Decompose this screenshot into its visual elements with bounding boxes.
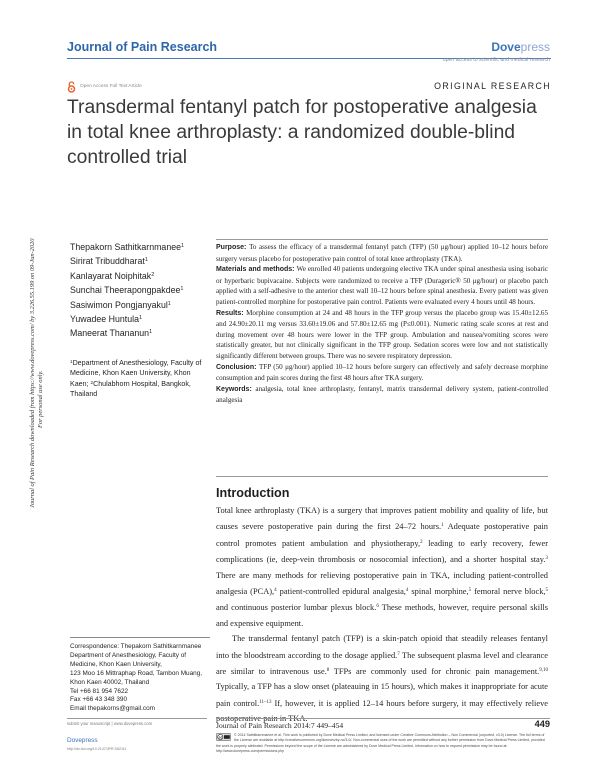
- body-text: These methods, however, require personal skills and expensive equipment.: [216, 603, 548, 628]
- download-watermark: [20, 150, 50, 510]
- author-affiliation-sup: 1: [144, 257, 148, 264]
- author-affiliation-sup: 1: [181, 243, 185, 249]
- body-text: patient-controlled epidural analgesia,: [276, 587, 406, 597]
- correspondence-line: Tel +66 81 954 7622: [70, 687, 129, 695]
- license-statement: © 2014 Sathitkarnmanee et al. This work is published by Dove Medical Press Limited, and licensed under Creative Commons Attribution – Non Commercial (unported, v3.0) License. The full terms of the License are available at http://creativecommons.org/licenses/by-nc/3.0/. Non-commercial uses of the work are permitted without any further permission from Dove Medical Press Limited, provided the work is properly attributed. Permissions beyond the scope of the License are administered by Dove Medical Press Limited. Information on how to request permission may be found at: http://www.dovepress.com/permissions.php: [216, 733, 545, 754]
- author-name-text: Sunchai Theerapongpakdee: [70, 285, 181, 296]
- creative-commons-icon: [216, 733, 231, 741]
- correspondence-block: [70, 643, 215, 714]
- abstract-bottom-rule: [216, 476, 548, 477]
- article-type: ORIGINAL RESEARCH: [434, 81, 551, 91]
- correspondence-rule: [70, 637, 210, 638]
- body-text: There are many methods for relieving postoperative pain in TKA, including patient-controlled analgesia (PCA),: [216, 570, 548, 597]
- citation-ref[interactable]: 9,10: [539, 668, 548, 674]
- body-text: femoral nerve block,: [471, 587, 546, 597]
- body-text: The subsequent plasma level and clearance are similar to intravenous use.: [216, 650, 548, 677]
- correspondence-line: 123 Moo 16 Mittraphap Road, Tambon Muang, Khon Kaen 40002, Thailand: [70, 669, 203, 686]
- intro-paragraph-1: [216, 503, 548, 631]
- footer-publisher: Dovepress: [67, 737, 98, 744]
- affiliation-sup-1: 1: [70, 359, 73, 364]
- author-name-text: Maneerat Thananun: [70, 328, 150, 339]
- body-text: TFPs are commonly used for chronic pain management.: [329, 667, 540, 677]
- author-name: [70, 254, 210, 268]
- open-access-icon: [67, 81, 76, 93]
- correspondence-line: Department of Anesthesiology, Faculty of Medicine, Khon Kaen University,: [70, 651, 187, 668]
- body-text: Adequate postoperative pain control promotes patient ambulation and physiotherapy,: [216, 522, 548, 548]
- abstract-label: Conclusion:: [216, 363, 259, 371]
- citation-ref[interactable]: 8: [326, 668, 330, 674]
- author-name: [70, 283, 210, 297]
- abstract: [216, 242, 548, 406]
- abstract-text: We enrolled 40 patients undergoing elective TKA under spinal anesthesia using isobaric or hyperbaric bupivacaine. Subjects were randomized to receive a TFP (Durageric® 50 μg/hour) or placebo patch applied with a self-adhesive to the anterior chest wall 10–12 hours before spinal anesthesia. Every patient was given patient-controlled morphine for postoperative pain control. Patients were evaluated every 4 hours until 48 hours.: [216, 265, 548, 306]
- abstract-label: Results:: [216, 309, 247, 317]
- author-affiliation-sup: 1: [167, 300, 171, 307]
- license-text: [216, 733, 550, 755]
- citation-ref[interactable]: 4: [274, 588, 277, 594]
- author-name-text: Sirirat Tribuddharat: [70, 256, 145, 267]
- abstract-text: Morphine consumption at 24 and 48 hours in the TFP group versus the placebo group was 15.40±12.65 and 24.90±20.11 mg versus 33.60±19.06 and 57.80±12.65 mg (P≤0.001). Numeric rating scale scores at rest and during movement over 48 hours were lower in the TFP group. Ambulation and nausea/vomiting scores were statistically greater, but not clinically significant in the TFP group. Sedation scores were low and not statistically significantly different between groups. There was no severe respiratory depression.: [216, 308, 548, 360]
- body-text: leading to early recovery, fewer complications (ie, deep-vein thrombosis or nosocomial infection), and a shorter hospital stay.: [216, 538, 548, 565]
- author-name-text: Kanlayarat Noiphitak: [70, 270, 152, 281]
- page-number: 449: [534, 719, 550, 729]
- author-name: [70, 298, 210, 312]
- body-text: spinal morphine,: [408, 587, 469, 597]
- citation-ref[interactable]: 6: [376, 604, 379, 610]
- footer-citation: Journal of Pain Research 2014:7 449–454: [216, 721, 344, 730]
- publisher-logo-light: press: [520, 40, 550, 54]
- author-name: [70, 240, 210, 254]
- abstract-text: To assess the efficacy of a transdermal fentanyl patch (TFP) (50 μg/hour) applied 10–12 hours before surgery versus placebo for postoperative pain control of total knee arthroplasty (TKA).: [216, 243, 548, 263]
- abstract-paragraph: [216, 242, 548, 264]
- citation-ref[interactable]: 1: [441, 523, 444, 529]
- author-list: [70, 240, 210, 341]
- author-name-text: Yuwadee Huntula: [70, 314, 139, 325]
- abstract-label: Materials and methods:: [216, 266, 297, 274]
- abstract-paragraph: [216, 362, 548, 384]
- citation-ref[interactable]: 11–13: [259, 699, 272, 705]
- article-title: Transdermal fentanyl patch for postoperative analgesia in total knee arthroplasty: a randomized double-blind controlled trial: [67, 97, 537, 168]
- author-affiliation-sup: 1: [149, 329, 153, 336]
- body-text: The transdermal fentanyl patch (TFP) is a skin-patch opioid that steadily releases fentanyl into the bloodstream according to the dosage applied.: [216, 634, 548, 660]
- footer-rule-left: [67, 718, 207, 719]
- affiliation-1: Department of Anesthesiology, Faculty of Medicine, Khon Kaen University, Khon Kaen;: [70, 359, 202, 389]
- abstract-top-rule: [216, 239, 548, 240]
- watermark-line-2: For personal use only.: [37, 370, 44, 428]
- author-name: [70, 326, 210, 340]
- affiliation-2: Chulabhorn Hospital, Bangkok, Thailand: [70, 380, 191, 398]
- watermark-line-1: Journal of Pain Research downloaded from https://www.dovepress.com/ by 3.226.55.199 on 09-Jun-2020: [29, 238, 36, 508]
- author-affiliation-sup: 2: [151, 271, 155, 278]
- journal-name: Journal of Pain Research: [67, 40, 218, 54]
- author-affiliation-sup: 1: [138, 315, 143, 322]
- citation-ref[interactable]: 5: [545, 588, 548, 594]
- author-name: [70, 269, 210, 283]
- footer-submit-link[interactable]: submit your manuscript | www.dovepress.com: [67, 721, 153, 726]
- abstract-paragraph: [216, 264, 548, 307]
- author-name-text: Thepakorn Sathitkarnmanee: [70, 242, 182, 252]
- body-text: and continuous posterior lumbar plexus block.: [216, 603, 377, 613]
- citation-ref[interactable]: 5: [468, 588, 472, 594]
- footer-rule-right: [216, 718, 550, 719]
- footer-doi-link[interactable]: http://dx.doi.org/10.2147/JPR.S62111: [67, 747, 127, 751]
- author-affiliation-sup: 1: [180, 286, 184, 293]
- open-access-label: Open Access Full Text Article: [80, 84, 142, 89]
- publisher-logo: [491, 40, 550, 54]
- affiliation-sup-2: 2: [90, 380, 94, 386]
- abstract-label: Purpose:: [216, 244, 250, 251]
- svg-text:cc: cc: [218, 735, 223, 740]
- citation-ref[interactable]: 7: [397, 651, 400, 657]
- body-text: Total knee arthroplasty (TKA) is a surgery that improves patient mobility and quality of life, but causes severe postoperative pain during the first 24–72 hours.: [216, 506, 548, 532]
- citation-ref[interactable]: 3: [545, 556, 548, 562]
- abstract-text: analgesia, total knee arthroplasty, fentanyl, matrix transdermal delivery system, patient-controlled analgesia: [216, 384, 549, 405]
- correspondence-line[interactable]: Email thepakorns@gmail.com: [70, 705, 155, 713]
- citation-ref[interactable]: 4: [405, 588, 409, 594]
- abstract-paragraph: [216, 308, 548, 362]
- body-text: Typically, a TFP has a slow onset (plateauing in 15 hours), which makes it inappropriate for acute pain control.: [216, 682, 548, 708]
- correspondence-line: Fax +66 43 348 390: [70, 696, 128, 704]
- publisher-logo-bold: Dove: [491, 40, 521, 54]
- citation-ref[interactable]: 2: [420, 539, 423, 545]
- affiliations: [70, 357, 210, 399]
- author-name: [70, 312, 210, 326]
- section-heading-introduction: Introduction: [216, 486, 290, 500]
- author-name-text: Sasiwimon Pongjanyakul: [70, 299, 168, 310]
- publisher-tagline: open access to scientific and medical research: [442, 57, 550, 63]
- intro-paragraph-2: [216, 631, 548, 726]
- abstract-text: TFP (50 μg/hour) applied 10–12 hours before surgery can effectively and safely decrease morphine consumption and pain scores during the first 48 hours after TKA surgery.: [216, 362, 548, 383]
- correspondence-line: Correspondence: Thepakorn Sathitkarnmanee: [70, 643, 202, 650]
- introduction-body: [216, 503, 548, 727]
- abstract-label: Keywords:: [216, 385, 256, 393]
- body-text: If, however, it is applied 12–14 hours before surgery, it may effectively relieve postoperative pain in TKA.: [216, 698, 548, 724]
- abstract-paragraph: [216, 384, 548, 406]
